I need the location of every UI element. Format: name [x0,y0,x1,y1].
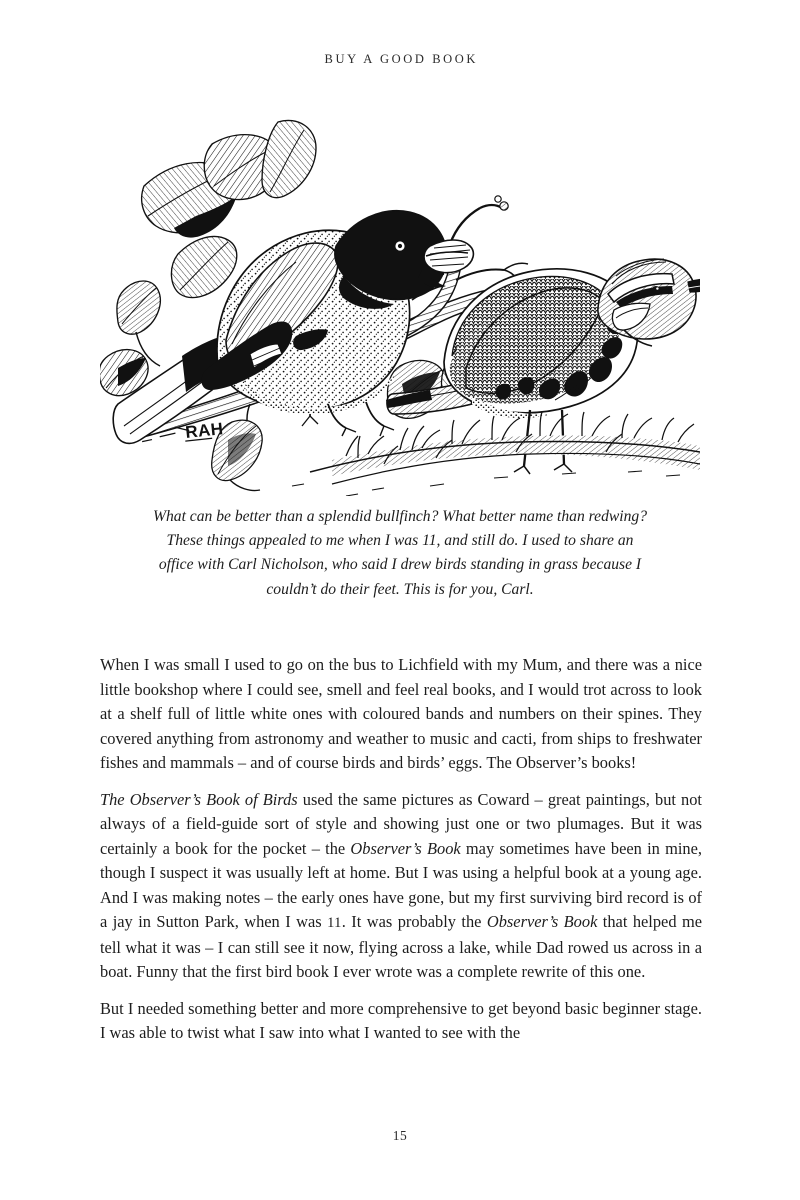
text-run: that helped me tell what it was – I can still see it now, flying across a lake, while Dad rowed us across in a boat. Funny that the first bird book I ever wrote was a complete rewrite of this one. [100,912,702,981]
figure-caption: What can be better than a splendid bullfinch? What better name than redwing? These things appealed to me when I was 11, and still do. I used to share an office with Carl Nicholson, who said I drew birds standing in grass because I couldn’t do their feet. This is for you, Carl. [152,508,648,598]
bird-illustration-svg [100,104,700,496]
page-number: 15 [392,1128,408,1143]
bird-illustration [100,104,700,496]
paragraph-2 [100,788,702,985]
paragraph-3 [100,997,702,1046]
text-run: used the same pictures as Coward – great paintings, but not always of a field-guide sort of style and showing just one or two plumages. But it was certainly a book for the pocket – the [100,789,702,858]
body-text [100,653,702,1046]
text-run: . It was probably the [341,912,487,931]
running-head: BUY A GOOD BOOK [324,52,479,66]
italic-title: Observer’s Book [486,912,598,931]
text-run: But I needed something better and more comprehensive to get beyond basic beginner stage. I was able to twist what I saw into what I wanted to see with the [100,998,702,1042]
paragraph-1 [100,653,702,776]
italic-title: Observer’s Book [350,838,461,858]
text-run: When I was small I used to go on the bus to Lichfield with my Mum, and there was a nice little bookshop where I could see, smell and feel real books, and I would trot across to look at a shelf full of little white ones with coloured bands and numbers on their spines. They covered anything from astronomy and weather to music and cacti, from ships to freshwater fishes and mammals – and of course birds and birds’ eggs. The Observer’s books! [100,655,702,772]
oldstyle-number: 11 [327,915,342,931]
italic-title: The Observer’s Book of Birds [100,789,298,809]
text-run: may sometimes have been in mine, though I suspect it was usually left at home. But I was using a helpful book at a young age. And I was making notes – the early ones have gone, but my first surviving bird record is of a jay in Sutton Park, when I was [100,838,702,931]
svg-text:RAH: RAH [184,419,225,442]
